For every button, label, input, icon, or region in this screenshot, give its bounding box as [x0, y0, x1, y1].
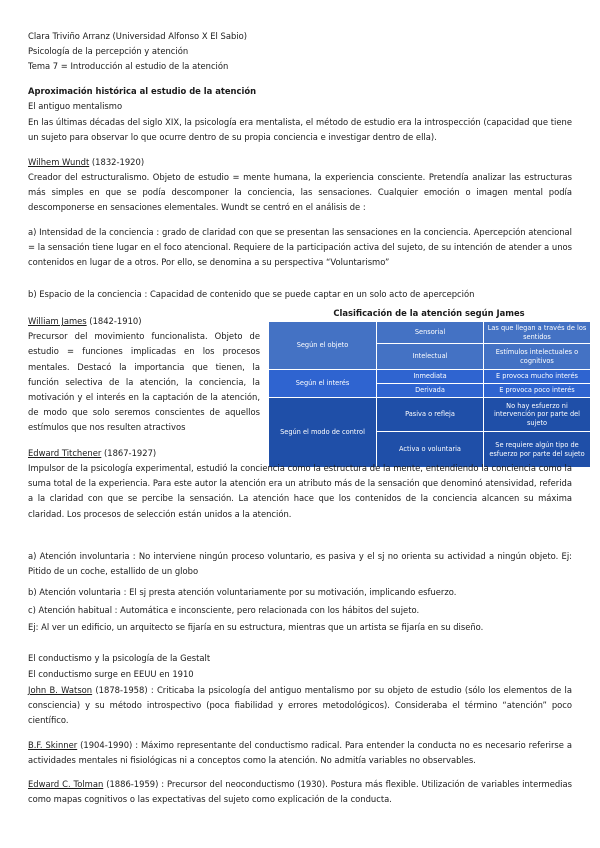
watson-description: (1878-1958) : Criticaba la psicología del antiguo mentalismo por su objeto de estudio (sólo los elementos de la consciencia) y su método introspectivo (poca fiabilidad y errores metodológicos). Consideraba el término “atención” poco científico.	[28, 685, 572, 726]
subheading-mentalismo: El antiguo mentalismo	[28, 101, 123, 111]
attention-type-desc: Se requiere algún tipo de esfuerzo por parte del sujeto	[484, 432, 591, 468]
tolman-name: Edward C. Tolman	[28, 779, 104, 789]
section-heading-conductismo: El conductismo y la psicología de la Gestalt	[28, 653, 211, 663]
james-description: Precursor del movimiento funcionalista. Objeto de estudio = funciones implicadas en los procesos mentales. Destacó la importancia que tienen, la función selectiva de la atención, la conciencia, la motivación y el interés en la captación de la atención, de modo que solo seremos conscientes de aquellos estímulos que nos resulten atractivos	[28, 331, 260, 433]
subject-line: Psicología de la percepción y atención	[28, 46, 189, 56]
james-title	[28, 314, 260, 329]
skinner-name: B.F. Skinner	[28, 740, 78, 750]
watson-name: John B. Watson	[28, 685, 93, 695]
wundt-title	[28, 155, 572, 170]
tolman-paragraph	[28, 777, 572, 807]
group-label: Según el objeto	[269, 322, 377, 370]
author-line: Clara Triviño Arranz (Universidad Alfonso X El Sabio)	[28, 31, 247, 41]
intro-paragraph: En las últimas décadas del siglo XIX, la psicología era mentalista, el método de estudio era la introspección (capacidad que tiene un sujeto para observar lo que ocurre dentro de su propia conciencia e investigar dentro de ella).	[28, 117, 572, 143]
wundt-description: Creador del estructuralismo. Objeto de estudio = mente humana, la experiencia consciente. Pretendía analizar las estructuras más simples en que se podía descomponer la conciencia, las sensaciones. Cualquier emoción o imagen mental podía descomponerse en sensaciones elementales. Wundt se centró en el análisis de :	[28, 172, 572, 213]
attention-type-desc: E provoca poco interés	[484, 384, 591, 398]
titchener-description: Impulsor de la psicología experimental, estudió la conciencia como la estructura de la mente, entendiendo la conciencia como la suma total de la experiencia. Para este autor la atención era un atributo más de la sensación que denominó atensividad, referida a la claridad con que se percibe la sensación. La atención hace que los contenidos de la conciencia alcancen su máxima claridad. Los procesos de selección están unidos a la atención.	[28, 463, 572, 519]
titchener-point-b: b) Atención voluntaria : El sj presta atención voluntariamente por su motivación, implicando esfuerzo.	[28, 587, 457, 597]
attention-type: Inmediata	[377, 370, 484, 384]
wundt-point-b: b) Espacio de la conciencia : Capacidad de contenido que se puede captar en un solo acto de apercepción	[28, 289, 475, 299]
attention-type: Derivada	[377, 384, 484, 398]
titchener-point-a: a) Atención involuntaria : No interviene ningún proceso voluntario, es pasiva y el sj no orienta su actividad a ningún objeto. Ej: Pitido de un coche, estallido de un globo	[28, 551, 572, 577]
section-heading-history: Aproximación histórica al estudio de la atención	[28, 86, 257, 96]
table-title: Clasificación de la atención según James	[333, 308, 525, 318]
james-block	[28, 314, 260, 436]
titchener-years: (1867-1927)	[101, 448, 157, 458]
attention-type: Intelectual	[377, 344, 484, 370]
skinner-description: (1904-1990) : Máximo representante del conductismo radical. Para entender la conducta no es necesario referirse a actividades mentales ni fisiológicas ni a conceptos como la atención. No admitía variables no observables.	[28, 740, 572, 766]
titchener-example: Ej: Al ver un edificio, un arquitecto se fijaría en su estructura, mientras que un artista se fijaría en su diseño.	[28, 622, 484, 632]
group-label: Según el modo de control	[269, 398, 377, 468]
skinner-paragraph	[28, 738, 572, 768]
wundt-years: (1832-1920)	[89, 157, 145, 167]
attention-type-desc: Estímulos intelectuales o cognitivos	[484, 344, 591, 370]
james-name: William James	[28, 316, 87, 326]
titchener-name: Edward Titchener	[28, 448, 102, 458]
tolman-description: (1886-1959) : Precursor del neoconductismo (1930). Postura más flexible. Utilización de variables intermedias como mapas cognitivos o las expectativas del sujeto como explicación de la conducta.	[28, 779, 572, 805]
titchener-title	[28, 446, 572, 461]
attention-type: Activa o voluntaria	[377, 432, 484, 468]
attention-type: Sensorial	[377, 322, 484, 344]
titchener-point-c: c) Atención habitual : Automática e inconsciente, pero relacionada con los hábitos del sujeto.	[28, 605, 420, 615]
wundt-point-a: a) Intensidad de la conciencia : grado de claridad con que se presentan las sensaciones en la conciencia. Apercepción atencional = la sensación tiene lugar en el foco atencional. Requiere de la participación activa del sujeto, de su intención de atender a unos contenidos en lugar de a otros. Por ello, se denomina a su perspectiva “Voluntarismo”	[28, 227, 572, 268]
wundt-name: Wilhem Wundt	[28, 157, 90, 167]
attention-type-desc: No hay esfuerzo ni intervención por parte del sujeto	[484, 398, 591, 432]
topic-line: Tema 7 = Introducción al estudio de la atención	[28, 61, 229, 71]
attention-type-desc: E provoca mucho interés	[484, 370, 591, 384]
group-label: Según el interés	[269, 370, 377, 398]
conductismo-origin: El conductismo surge en EEUU en 1910	[28, 669, 194, 679]
james-years: (1842-1910)	[86, 316, 142, 326]
attention-type-desc: Las que llegan a través de los sentidos	[484, 322, 591, 344]
attention-type: Pasiva o refleja	[377, 398, 484, 432]
watson-paragraph	[28, 683, 572, 729]
